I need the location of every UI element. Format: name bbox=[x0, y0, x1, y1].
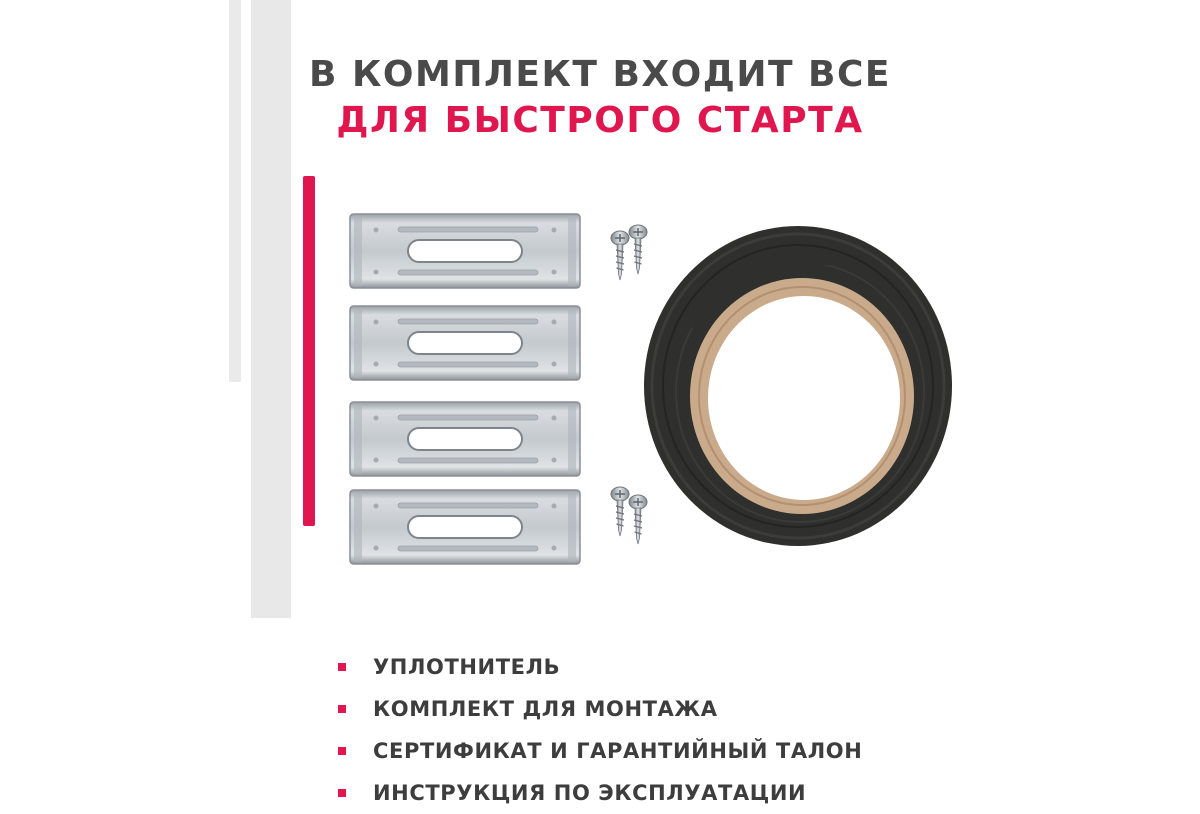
feature-item bbox=[338, 646, 862, 688]
screw-1 bbox=[611, 231, 629, 280]
feature-list bbox=[338, 646, 862, 814]
screw-2 bbox=[629, 225, 647, 274]
title-line-2: ДЛЯ БЫСТРОГО СТАРТА bbox=[336, 100, 864, 141]
feature-label: ИНСТРУКЦИЯ ПО ЭКСПЛУАТАЦИИ bbox=[373, 781, 807, 805]
mounting-bracket-3 bbox=[350, 402, 580, 476]
feature-label: КОМПЛЕКТ ДЛЯ МОНТАЖА bbox=[373, 697, 718, 721]
mounting-bracket-1 bbox=[350, 214, 580, 288]
page-title bbox=[0, 52, 1200, 144]
decorative-accent-bar bbox=[303, 176, 315, 526]
screw-3 bbox=[611, 487, 629, 536]
product-kit-image bbox=[330, 196, 990, 576]
bullet-marker bbox=[338, 705, 346, 713]
sealing-tape-roll bbox=[644, 226, 952, 546]
mounting-bracket-2 bbox=[350, 306, 580, 380]
mounting-bracket-4 bbox=[350, 490, 580, 564]
title-line-1: В КОМПЛЕКТ ВХОДИТ ВСЕ bbox=[309, 54, 891, 95]
bullet-marker bbox=[338, 789, 346, 797]
feature-item bbox=[338, 688, 862, 730]
bullet-marker bbox=[338, 747, 346, 755]
screw-4 bbox=[629, 495, 647, 544]
feature-item bbox=[338, 772, 862, 814]
feature-label: УПЛОТНИТЕЛЬ bbox=[373, 655, 561, 679]
feature-item bbox=[338, 730, 862, 772]
feature-label: СЕРТИФИКАТ И ГАРАНТИЙНЫЙ ТАЛОН bbox=[373, 739, 863, 763]
bullet-marker bbox=[338, 663, 346, 671]
